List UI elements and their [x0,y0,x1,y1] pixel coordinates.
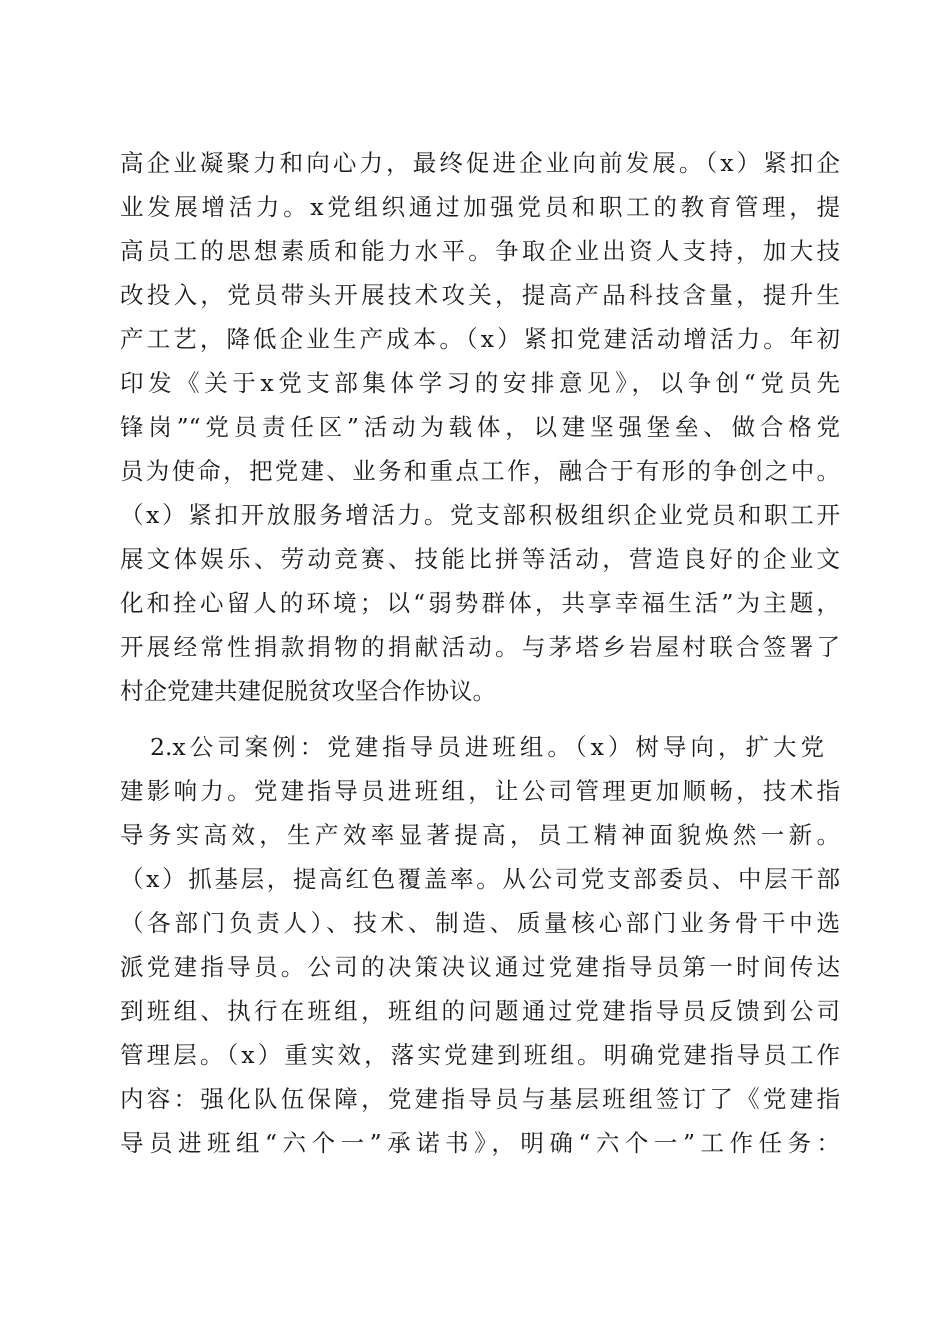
text-line: 印发《关于x党支部集体学习的安排意见》，以争创“党员先 [120,369,840,397]
text-line: 产工艺，降低企业生产成本。（x）紧扣党建活动增活力。年初 [120,325,840,353]
text-line: 化和拴心留人的环境；以“弱势群体，共享幸福生活”为主题， [120,589,840,617]
text-line: 开展经常性捐款捐物的捐献活动。与茅塔乡岩屋村联合签署了 [120,633,840,661]
text-line: 展文体娱乐、劳动竞赛、技能比拼等活动，营造良好的企业文 [120,545,840,573]
text-line: 内容：强化队伍保障，党建指导员与基层班组签订了《党建指 [120,1085,840,1113]
text-line: 村企党建共建促脱贫攻坚合作协议。 [120,677,496,705]
text-line: 导员进班组“六个一”承诺书》，明确“六个一”工作任务： [120,1129,840,1157]
text-line: 高企业凝聚力和向心力，最终促进企业向前发展。（x）紧扣企 [120,149,840,177]
text-line: 高员工的思想素质和能力水平。争取企业出资人支持，加大技 [120,237,840,265]
text-line: （x）抓基层，提高红色覆盖率。从公司党支部委员、中层干部 [120,865,840,893]
text-line: 改投入，党员带头开展技术攻关，提高产品科技含量，提升生 [120,281,840,309]
text-line: （x）紧扣开放服务增活力。党支部积极组织企业党员和职工开 [120,501,840,529]
text-line: 派党建指导员。公司的决策决议通过党建指导员第一时间传达 [120,953,840,981]
paragraph-heading-line: 2.x公司案例：党建指导员进班组。（x）树导向，扩大党 [150,733,824,761]
text-line: 管理层。（x）重实效，落实党建到班组。明确党建指导员工作 [120,1041,840,1069]
text-line: 员为使命，把党建、业务和重点工作，融合于有形的争创之中。 [120,457,840,485]
text-line: 锋岗”“党员责任区”活动为载体，以建坚强堡垒、做合格党 [120,413,840,441]
text-line: 导务实高效，生产效率显著提高，员工精神面貌焕然一新。 [120,821,840,849]
text-line: 到班组、执行在班组，班组的问题通过党建指导员反馈到公司 [120,997,840,1025]
text-line: （各部门负责人）、技术、制造、质量核心部门业务骨干中选 [120,909,840,937]
text-line: 业发展增活力。x党组织通过加强党员和职工的教育管理，提 [120,193,840,221]
text-line: 建影响力。党建指导员进班组，让公司管理更加顺畅，技术指 [120,777,840,805]
